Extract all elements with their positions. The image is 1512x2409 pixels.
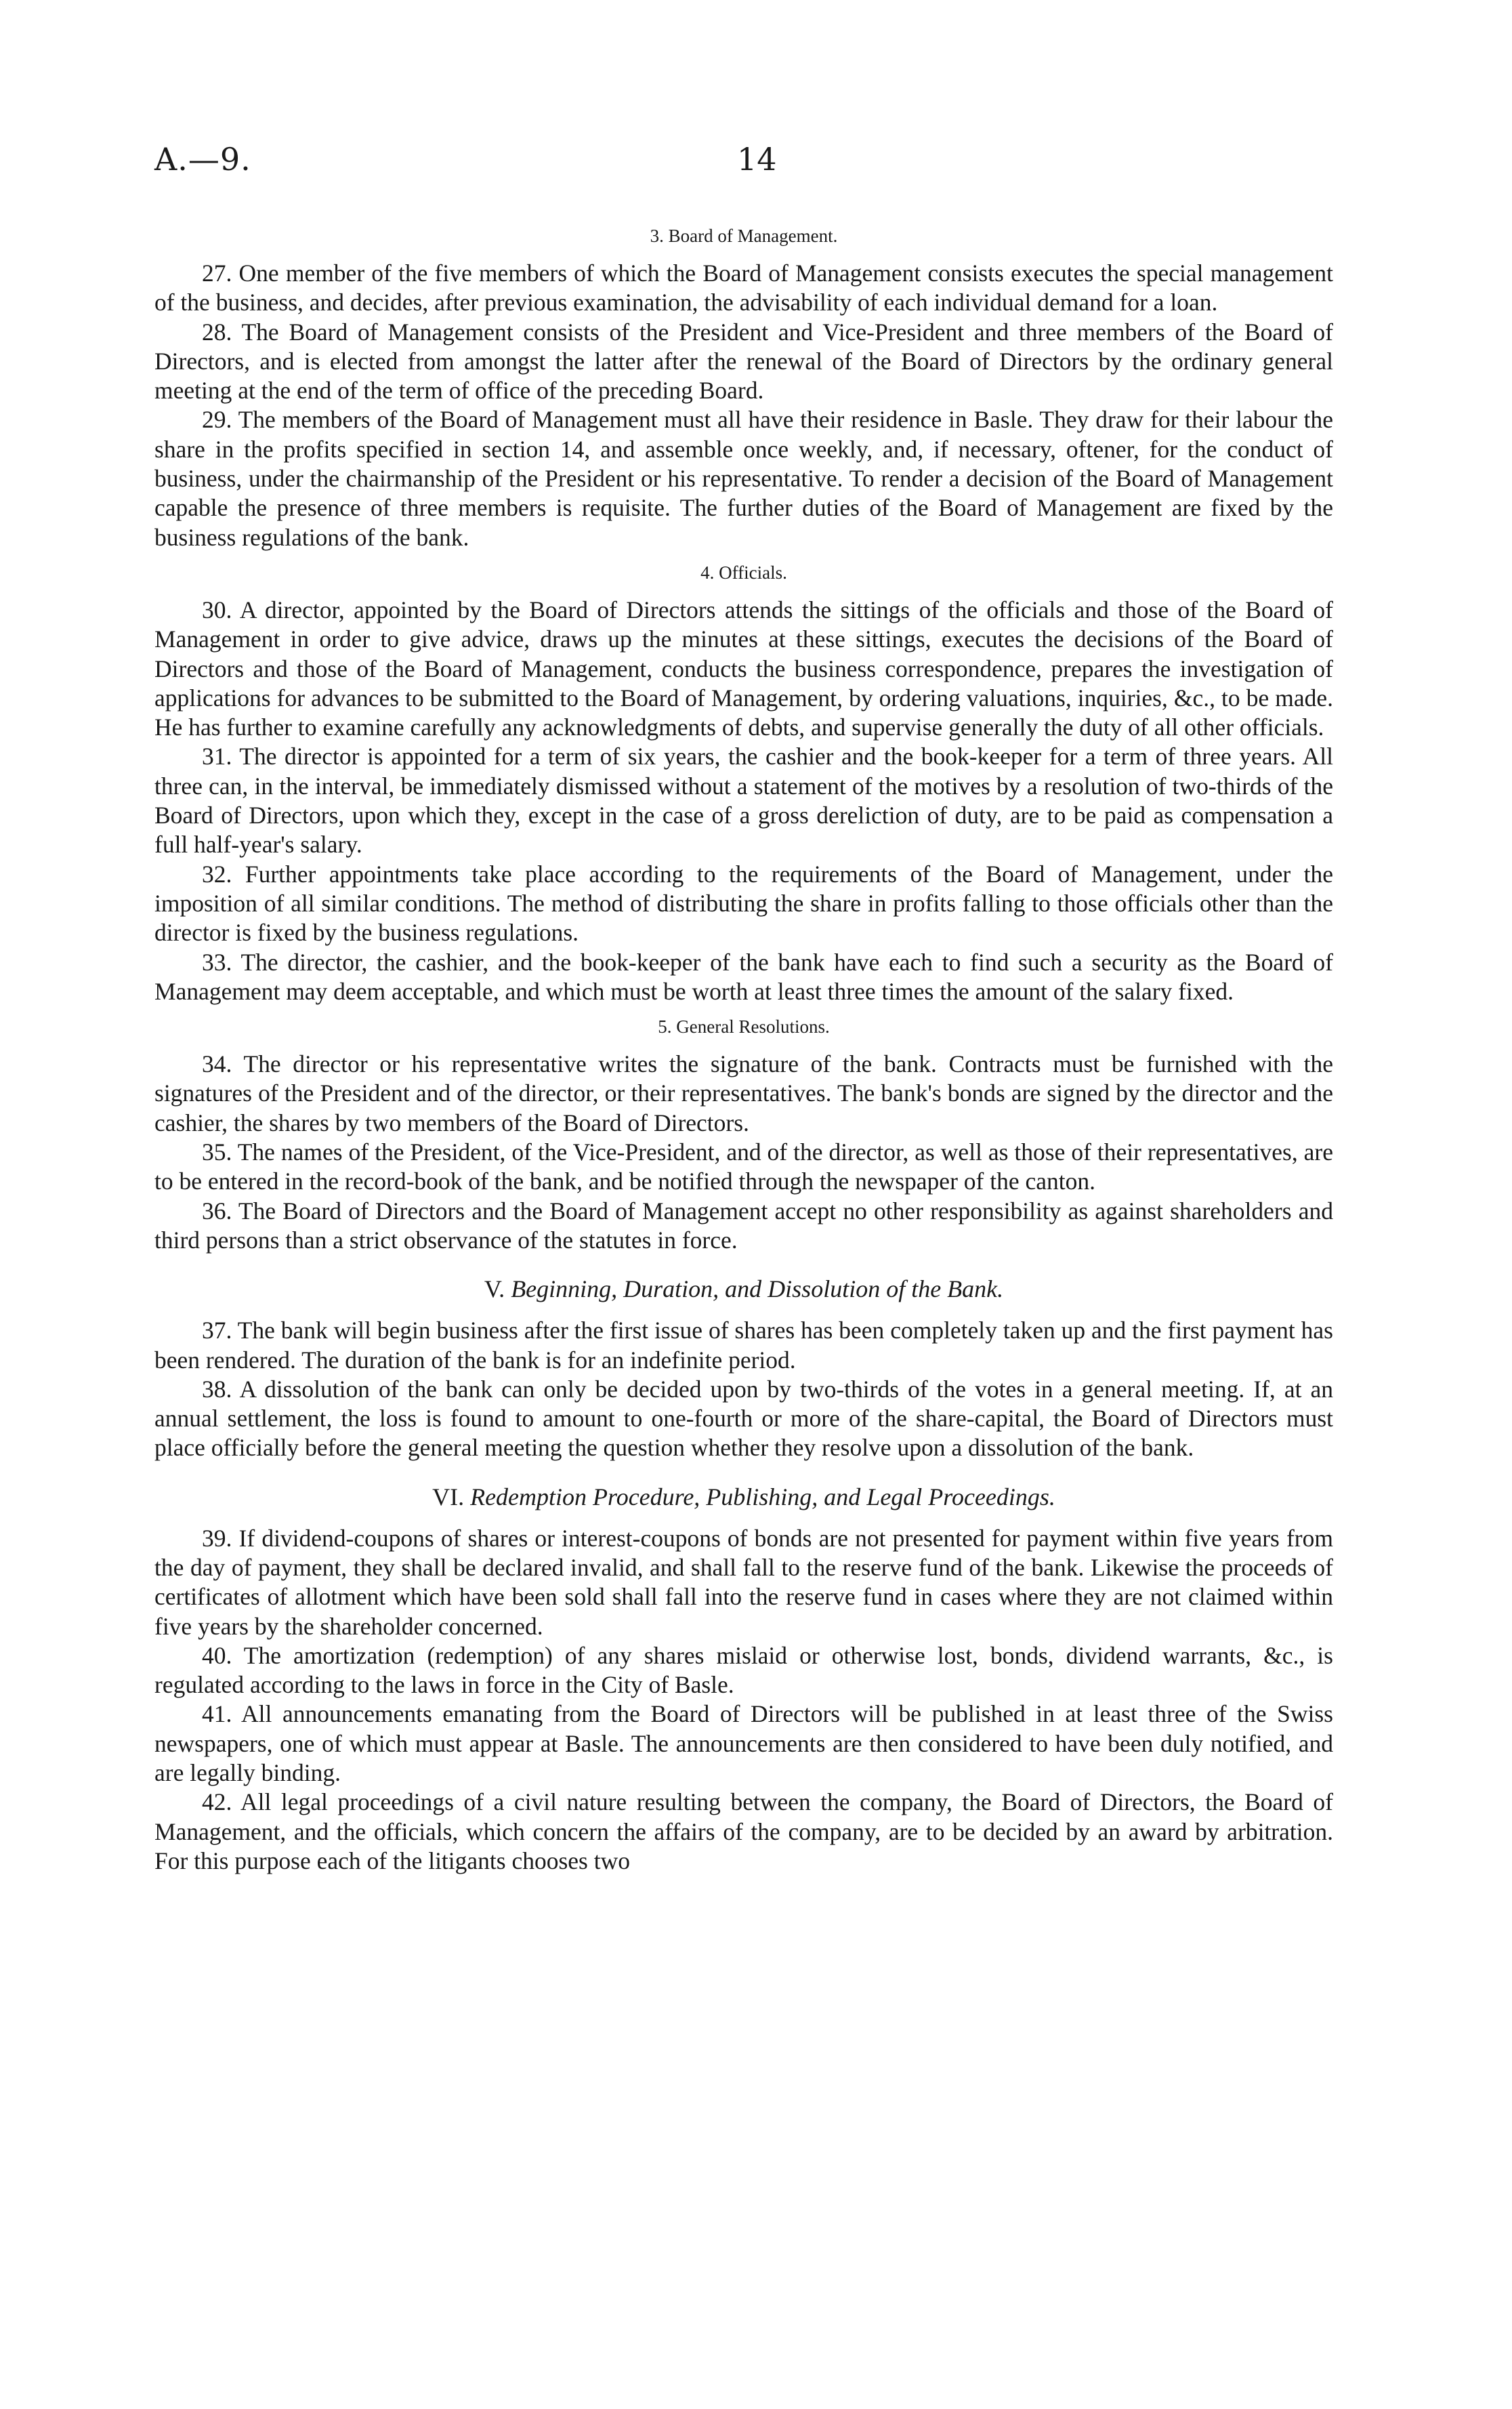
section-heading-board-of-management: 3. Board of Management. [650,226,838,246]
clause-34: 34. The director or his representative writes the signature of the bank. Contracts must be furnished with the signatures of the President and of the director, or their representatives. The bank's bonds are signed by the director and the cashier, the shares by two members of the Board of Directors. [154,1050,1333,1136]
clause-32: 32. Further appointments take place according to the requirements of the Board of Management, under the imposition of all similar conditions. The method of distributing the share in profits falling to those officials other than the director is fixed by the business regulations. [154,860,1333,947]
clause-30: 30. A director, appointed by the Board of Directors attends the sittings of the officials and those of the Board of Management in order to give advice, draws up the minutes at these sittings, executes the decisions of the Board of Directors and those of the Board of Management, conducts the business correspondence, prepares the investigation of applications for advances to be submitted to the Board of Management, by ordering valuations, inquiries, &c., to be made. He has further to examine carefully any acknowledgments of debts, and supervise generally the duty of all other officials. [154,596,1333,741]
clause-40: 40. The amortization (redemption) of any shares mislaid or otherwise lost, bonds, dividend warrants, &c., is regulated according to the laws in force in the City of Basle. [154,1641,1333,1699]
part-numeral: V. [484,1275,505,1303]
clause-31: 31. The director is appointed for a term of six years, the cashier and the book-keeper for a term of three years. All three can, in the interval, be immediately dismissed without a statement of the motives by a resolution of two-thirds of the Board of Directors, upon which they, except in the case of a gross dereliction of duty, are to be paid as compensation a full half-year's salary. [154,743,1333,859]
clause-33: 33. The director, the cashier, and the book-keeper of the bank have each to find such a security as the Board of Management may deem acceptable, and which must be worth at least three times the amount of the salary fixed. [154,948,1333,1005]
page-header [154,141,1333,188]
section-heading-general-resolutions: 5. General Resolutions. [658,1016,830,1037]
clause-35: 35. The names of the President, of the Vice-President, and of the director, as well as those of their representatives, are to be entered in the record-book of the bank, and be notified through the newspaper of the canton. [154,1138,1333,1195]
clause-37: 37. The bank will begin business after the first issue of shares has been completely taken up and the first payment has been rendered. The duration of the bank is for an indefinite period. [154,1317,1333,1374]
clause-36: 36. The Board of Directors and the Board of Management accept no other responsibility as against shareholders and third persons than a strict observance of the statutes in force. [154,1197,1333,1254]
document-reference: A.—9. [154,141,251,178]
clause-41: 41. All announcements emanating from the Board of Directors will be published in at least three of the Swiss newspapers, one of which must appear at Basle. The announcements are then considered to have been duly notified, and are legally binding. [154,1700,1333,1787]
part-title: Beginning, Duration, and Dissolution of the Bank. [511,1275,1004,1303]
part-title: Redemption Procedure, Publishing, and Legal Proceedings. [470,1483,1055,1510]
clause-28: 28. The Board of Management consists of the President and Vice-President and three members of the Board of Directors, and is elected from amongst the latter after the renewal of the Board of Directors by the ordinary general meeting at the end of the term of office of the preceding Board. [154,318,1333,405]
clause-29: 29. The members of the Board of Management must all have their residence in Basle. They draw for their labour the share in the profits specified in section 14, and assemble once weekly, and, if necessary, oftener, for the conduct of business, under the chairmanship of the President or his representative. To render a decision of the Board of Management capable the presence of three members is requisite. The further duties of the Board of Management are fixed by the business regulations of the bank. [154,406,1333,551]
part-heading-v [154,1274,1333,1304]
section-heading-officials: 4. Officials. [700,562,787,583]
clause-38: 38. A dissolution of the bank can only be decided upon by two-thirds of the votes in a general meeting. If, at an annual settlement, the loss is found to amount to one-fourth or more of the share-capital, the Board of Directors must place officially before the general meeting the question whether they resolve upon a dissolution of the bank. [154,1375,1333,1462]
clause-42: 42. All legal proceedings of a civil nature resulting between the company, the Board of Directors, the Board of Management, and the officials, which concern the affairs of the company, are to be decided by an award by arbitration. For this purpose each of the litigants chooses two [154,1788,1333,1874]
page-number: 14 [737,141,777,178]
document-body [154,215,1333,1876]
clause-39: 39. If dividend-coupons of shares or interest-coupons of bonds are not presented for payment within five years from the day of payment, they shall be declared invalid, and shall fall to the reserve fund of the bank. Likewise the proceeds of certificates of allotment which have been sold shall fall into the reserve fund in cases where they are not claimed within five years by the shareholder concerned. [154,1524,1333,1640]
part-numeral: VI. [432,1483,465,1510]
clause-27: 27. One member of the five members of which the Board of Management consists executes the special management of the business, and decides, after previous examination, the advisability of each individual demand for a loan. [154,260,1333,316]
part-heading-vi [154,1482,1333,1512]
